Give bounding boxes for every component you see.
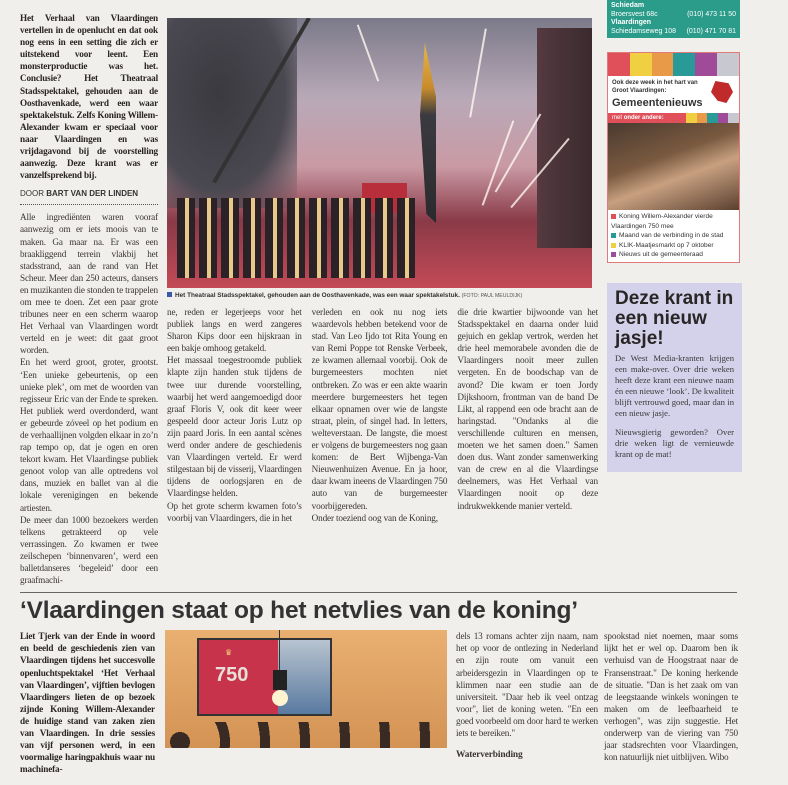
- byline-author: BART VAN DER LINDEN: [46, 189, 139, 199]
- section-divider: [20, 592, 737, 593]
- article-intro: Het Verhaal van Vlaardingen vertellen in de openlucht en dat ook nog eens in een setting die zich er uitstekend voor leent. Een monsterproductie was het. Conclusie? Het Theatraal Stadsspektakel, gehouden aan de Oosthavenkade, werd een waar spektakelstuk. Zelfs Koning Willem-Alexander kwam er speciaal voor naar Vlaardingen en was vrijdagavond bij de voorstelling aanwezig. Deze krant was er vanzelfsprekend bij.: [20, 13, 158, 181]
- paragraph: En het werd groot, groter, grootst. ‘Een unieke gebeurtenis, op een unieke plek’, om met de woorden van regisseur Eric van der Ende te spreken. Het publiek werd overdonderd, want er gebeurde zóveel op het podium en de verhaallijnen volgden elkaar in zo’n rap tempo op, dat je ogen en oren tekort kwam. Het Vlaardingse publiek genoot volop van alle optredens vol dans, muziek en ballet van al die lokale verenigingen en bekende artiesten.: [20, 357, 158, 513]
- photo-screen: [197, 638, 332, 716]
- strip-label: onder andere:: [623, 115, 664, 121]
- contact-box: [607, 0, 740, 38]
- ad-photo-king-meeting: [608, 123, 739, 210]
- contact-address: Schiedamseweg 108: [611, 27, 676, 35]
- new-look-promo: [607, 283, 742, 472]
- square-bullet-icon: [611, 214, 616, 219]
- paragraph: Op het grote scherm kwamen foto’s voorbij van Vlaardingers, die in het: [167, 500, 302, 523]
- gemeentenieuws-ad: [607, 52, 740, 263]
- promo-paragraph: De West Media-kranten krijgen een make-over. Over drie weken heeft deze krant een nieuwe naam én een nieuwe ‘look’. De kwaliteit blijft vertrouwd goed, maar dan in een nieuw jasje.: [615, 352, 734, 418]
- byline-prefix: DOOR: [20, 189, 44, 199]
- contact-city: Schiedam: [611, 2, 645, 9]
- caption-square-icon: [167, 292, 172, 297]
- photo-performers: [177, 198, 417, 278]
- paragraph: ne, reden er legerjeeps voor het publiek langs en werd zangeres Sharon Kips door een hijskraan in een bakje omhoog getakeld.: [167, 307, 302, 354]
- paragraph: Alle ingrediënten waren vooraf aanwezig om er iets moois van te maken. Ga maar na. Er was een braakliggend terrein vlakbij het stadsstrand, aan de rand van Het Scheur. Meer dan 250 acteurs, dansers en muzikanten die stonden te trappelen om mee te doen. Zet een paar grote tribunes neer en een scherm waarop Het Verhaal van Vlaardingen wordt verteld en je weet: dit gaat groot worden.: [20, 212, 158, 356]
- crown-icon: ♛: [225, 648, 233, 658]
- spektakel-photo: [167, 18, 592, 288]
- promo-paragraph: Nieuwsgierig geworden? Over drie weken ligt de vernieuwde krant op de mat!: [615, 426, 734, 459]
- photo-flag: [420, 43, 436, 223]
- ad-header: [608, 76, 739, 113]
- second-article-intro: Liet Tjerk van der Ende in woord en beeld de geschiedenis zien van Vlaardingen tijdens het succesvolle openluchtspektakel ‘Het Verhaal van Vlaardingen’, vijftien bevlogen Vlaardingers lieten de op bezoek zijnde Koning Willem-Alexander de huidige stand van zaken zien van Vlaardingen. In drie sessies van vijf personen werd, in een voormalige haringpakhuis waar nu machinefa-: [20, 631, 155, 775]
- caption-text: Het Theatraal Stadsspektakel, gehouden aan de Oosthavenkade, was een waar spektakelstuk.: [175, 292, 460, 299]
- photo-smoke: [167, 18, 297, 208]
- article-column-4: [457, 306, 598, 524]
- photo-ship: [537, 28, 592, 248]
- king-meeting-photo: [165, 630, 447, 748]
- ad-item: Nieuws uit de gemeenteraad: [611, 250, 736, 260]
- contact-address: Broersvest 68c: [611, 10, 658, 18]
- article-column-3: [312, 306, 448, 524]
- paragraph: De meer dan 1000 bezoekers werden telkens getrakteerd op vele verrassingen. Zo kwamen er twee zeilschepen ‘binnenvaren’, werd een balletdanseres ‘begeleid’ door een graafmachi-: [20, 514, 158, 586]
- article-columns: [167, 306, 598, 524]
- contact-vlaardingen: [611, 19, 736, 36]
- right-sidebar: [607, 0, 742, 472]
- subheading: Waterverbinding: [456, 750, 523, 761]
- ad-item: Koning Willem-Alexander vierde Vlaardingen 750 mee: [611, 213, 713, 230]
- contact-city: Vlaardingen: [611, 19, 652, 26]
- paragraph: spookstad niet noemen, maar soms lijkt het er wel op. Daarom ben ik verhuisd van de Hoogstraat naar de Fransenstraat." De koning herkende de situatie. "Dan is het zaak om van de leegstaande winkels woningen te maken om de leefbaarheid te verhogen", was zijn suggestie. Het onderwerp van de viering van 750 jaar stadsrechten voor Vlaardingen, kon natuurlijk niet uitblijven. Wibo: [604, 631, 738, 763]
- screen-750-logo: 750: [215, 664, 249, 687]
- cut-off-headline: [160, 0, 600, 6]
- second-headline: ‘Vlaardingen staat op het netvlies van de koning’: [20, 597, 578, 625]
- article-column-1: [20, 211, 158, 586]
- promo-title: Deze krant in een nieuw jasje!: [615, 287, 734, 349]
- contact-schiedam: [611, 2, 736, 19]
- middle-column: [167, 18, 598, 524]
- paragraph: die drie kwartier bijwoonde van het Stadsspektakel en daarna onder luid gejuich en geklap vertrok, werden het drie heel memorabele avonden die de Vlaardingers nooit meer zullen vergeten. En de boodschap van de avond? Die kwam er toen Jordy Dijkshoorn, frontman van de band De Likt, al rappend een ode bracht aan de haringstad. "Ondanks al die verschillende culturen en mensen, moeten we het samen doen." Samen doen dus. Want zonder samenwerking van de crew en al die Vlaardingse deelnemers, was Het Verhaal van Vlaardingen nooit op deze indrukwekkende manier verteld.: [457, 307, 598, 511]
- paragraph: Het massaal toegestroomde publiek klapte zijn handen stuk tijdens de twee uur durende voorstelling, waarbij het werd aangemoedigd door graaf Floris V, ook dit keer weer gespeeld door acteur Joris Lutz op zijn paard Joris. In een aantal scènes werd onder andere de geschiedenis van Vlaardingen verteld. Er werd stilgestaan bij de visserij, Vlaardingen tijdens de oorlogsjaren en de Vlaardingse helden.: [167, 355, 302, 499]
- square-bullet-icon: [611, 233, 616, 238]
- photo-attendees: [165, 722, 447, 748]
- square-bullet-icon: [611, 252, 616, 257]
- second-article: [0, 626, 788, 785]
- photo-firework: [482, 120, 515, 205]
- photo-firework: [469, 29, 487, 118]
- hanging-lamp: [273, 630, 287, 715]
- left-column: [20, 12, 158, 586]
- photo-credit: (FOTO: PAUL MEULDIJK): [461, 293, 523, 299]
- byline: [20, 189, 158, 205]
- ad-item-list: [608, 210, 739, 262]
- ad-item: Maand van de verbinding in de stad: [611, 231, 736, 241]
- paragraph: Onder toeziend oog van de Koning,: [311, 512, 438, 523]
- contact-phone: (010) 471 70 81: [686, 27, 736, 35]
- square-bullet-icon: [611, 243, 616, 248]
- paragraph: verleden en ook nu nog iets waardevols hebben betekend voor de stad. Van Leo Ijdo tot Rita Young en van Remi Poppe tot Renske Verbeek, ze kwamen allemaal voorbij. Ook de burgemeesters mochten niet ontbreken. Zo was er een akte waarin meerdere burgemeesters het tegen elkaar opnamen over wie de langste straat, plein, of singel had. In letters, welteverstaan. De langste, die moest er volgens de burgemeesters nog gaan komen: de Bert Wijbenga-Van Nieuwenhuizen Avenue. En ja hoor, daar kwam ineens de Vlaardingen 750 auto van de burgemeester voorbijgereden.: [311, 307, 448, 511]
- ad-strip: [608, 113, 739, 123]
- photo-firework: [357, 24, 379, 81]
- photo-caption: [167, 291, 598, 301]
- second-article-column-3: [604, 630, 738, 763]
- paragraph: dels 13 romans achter zijn naam, nam het op voor de ontlezing in Nederland en zijn route om vanuit een arbeidersgezin in Vlaardingen op te klimmen naar een studie aan de universiteit. "Daar heb ik veel ontzag voor", liet de koning weten. "En een goed voorbeeld om door hard te werken iets te bereiken.": [456, 631, 598, 738]
- ad-item: KLIK-Maatjesmarkt op 7 oktober: [611, 241, 736, 251]
- ad-tagline: Ook deze week in het hart van Groot Vlaardingen:: [612, 80, 698, 94]
- ad-brand: Gemeentenieuws: [612, 97, 703, 109]
- color-bars: [608, 53, 739, 76]
- strip-prefix: met: [612, 115, 623, 121]
- article-column-2: [167, 306, 302, 524]
- second-article-column-2: [456, 630, 598, 761]
- contact-phone: (010) 473 11 50: [687, 10, 736, 18]
